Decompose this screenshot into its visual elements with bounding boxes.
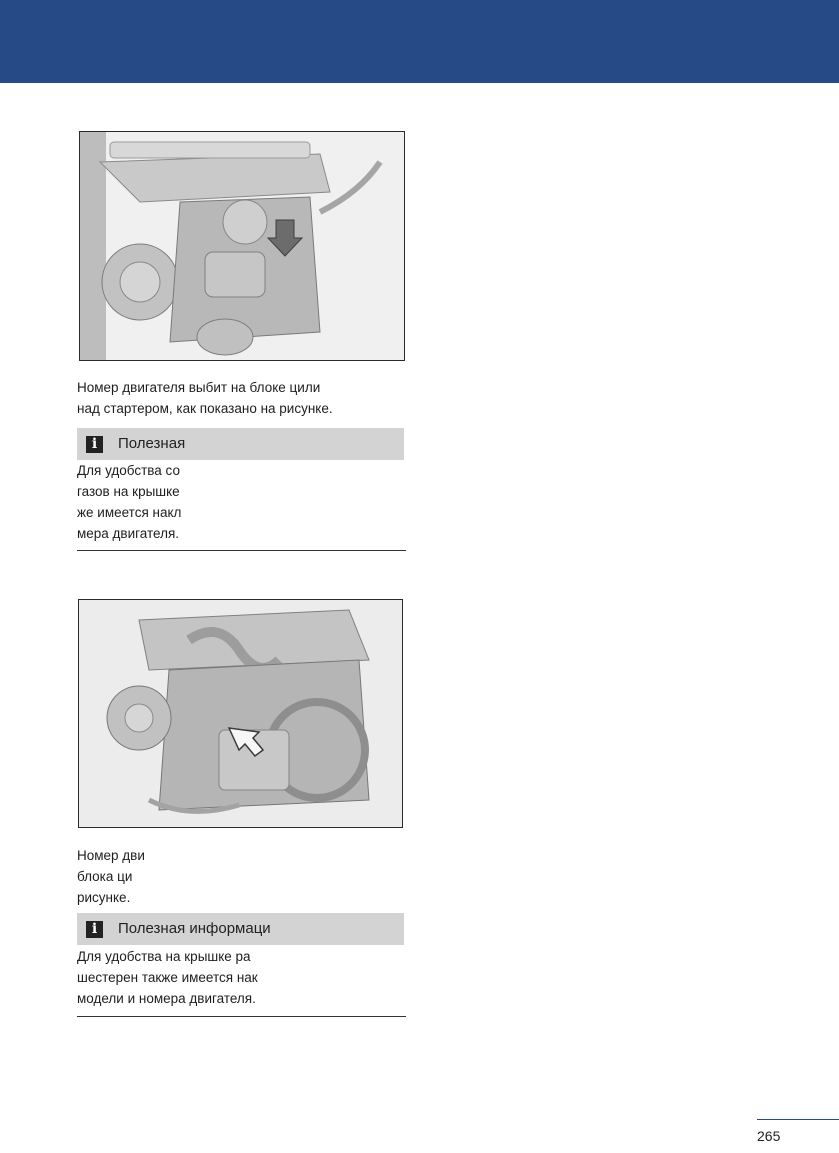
useful-info-bar-2	[77, 913, 404, 945]
page-number: 265	[757, 1128, 781, 1144]
section-divider-1	[77, 550, 406, 551]
info-icon: i	[86, 921, 103, 938]
useful-info-text-1: Для удобства со газов на крышке же имеется накл мера двигателя.	[77, 463, 182, 541]
engine-number-paragraph-1: Номер двигателя выбит на блоке цили над стартером, как показано на рисунке.	[77, 380, 333, 416]
info-icon: i	[86, 436, 103, 453]
useful-info-text-2: Для удобства на крышке ра шестерен также имеется нак модели и номера двигателя.	[77, 949, 258, 1006]
useful-info-title-2: Полезная информаци	[118, 920, 271, 937]
useful-info-title-1: Полезная	[118, 435, 186, 452]
engine-number-paragraph-2: Номер дви блока ци рисунке.	[77, 848, 145, 905]
engine-photo-1	[79, 131, 405, 361]
header-band	[0, 0, 839, 83]
useful-info-bar-1	[77, 428, 404, 460]
page-number-rule	[757, 1119, 839, 1120]
section-divider-2	[77, 1016, 406, 1017]
engine-photo-2	[78, 599, 403, 828]
